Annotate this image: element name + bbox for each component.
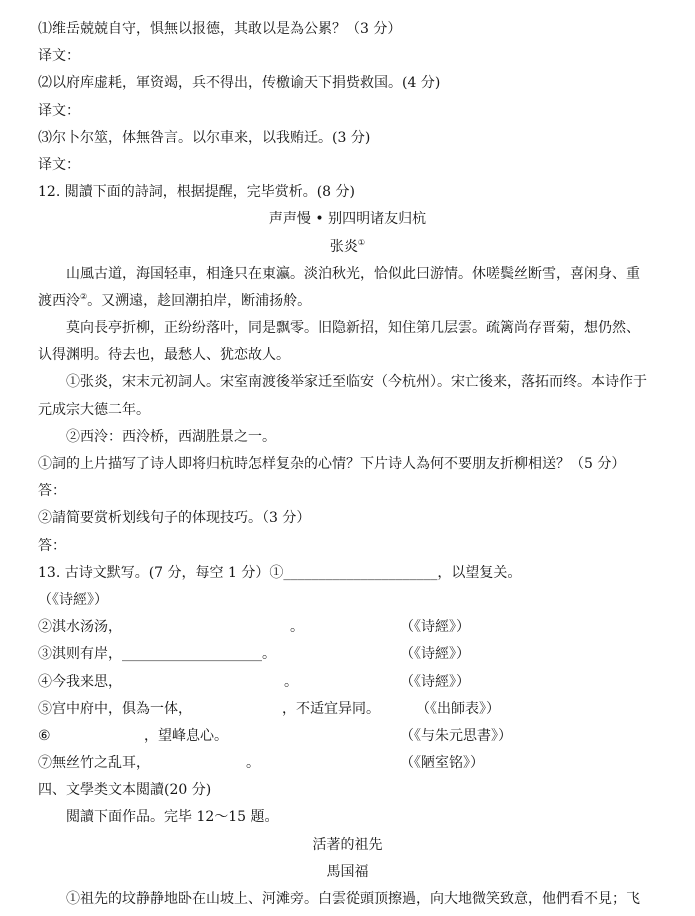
footnote-1-line-2: 元成宗大德二年。	[38, 401, 150, 418]
poem-stanza-2-line-2: 认得渊明。待去也，最愁人、犹恋故人。	[38, 347, 290, 364]
article-paragraph-1: ①祖先的坟静静地卧在山坡上、河滩旁。白雲從頭顶擦過，向大地微笑致意，他們看不見；飞	[66, 891, 640, 907]
item-1-source: （《诗經》）	[38, 591, 108, 608]
poem-stanza-2-line-1: 莫向長亭折柳，正纷纷落叶，同是飘零。旧隐新招，知住第几层雲。疏篱尚存晋菊，想仍然、	[66, 320, 640, 337]
poem-author	[38, 234, 657, 261]
answer-label-1: 答：	[38, 483, 66, 500]
recitation-item-3	[38, 641, 657, 668]
item-text: ⑥	[38, 727, 51, 744]
translation-answer-label-1: 译文：	[38, 48, 80, 65]
article-author: 馬国福	[326, 863, 369, 880]
footnote-1-line-1: ①张炎，宋末元初詞人。宋室南渡後举家迁至临安（今杭州）。宋亡後来，落拓而终。本诗作于	[66, 374, 647, 391]
item-source: （《诗經》）	[400, 646, 470, 663]
section-4-heading: 四、文學类文本閲讀(20 分)	[38, 782, 212, 799]
footnote-2: ②西泠：西泠桥，西湖胜景之一。	[66, 428, 276, 445]
sub-question-2: ②請简要赏析划线句子的体现技巧。（3 分）	[38, 510, 311, 527]
sub-question-1: ①詞的上片描写了诗人即将归杭時怎样复杂的心情？下片诗人為何不要朋友折柳相送？（5 分）	[38, 456, 626, 472]
item-text: ②淇水汤汤，	[38, 619, 122, 636]
translation-sentence-3: ⑶尔卜尔筮，体無咎言。以尔車来，以我贿迁。(3 分)	[38, 129, 371, 146]
recitation-item-5	[38, 696, 657, 723]
item-end: ，望峰息心。	[144, 727, 228, 744]
poem-text: 渡西泠	[38, 292, 80, 309]
poem-stanza-1-line-1: 山風古道，海国轻車，相逢只在東瀛。淡泊秋光，恰似此曰游情。休嗟鬓丝断雪，喜闲身、重	[66, 265, 640, 282]
recitation-item-4	[38, 669, 657, 696]
section-4-instruction: 閲讀下面作品。完毕 12～15 題。	[66, 809, 279, 826]
item-text: ③淇则有岸，____________________。	[38, 646, 276, 663]
footnote-mark: ②	[80, 291, 88, 301]
poem-text: 。又溯遠，趁回潮拍岸，断浦扬舲。	[87, 292, 312, 309]
item-source: （《与朱元思書》）	[400, 727, 512, 744]
item-end: 。	[284, 673, 298, 690]
item-source: （《陋室铭》）	[400, 755, 484, 772]
item-end: 。	[290, 619, 304, 636]
poem-stanza-1-line-2	[38, 288, 657, 315]
item-end: ，不适宜异同。	[282, 700, 380, 717]
recitation-item-7	[38, 750, 657, 777]
footnote-mark: ①	[357, 237, 366, 247]
answer-label-2: 答：	[38, 537, 66, 554]
item-source: （《诗經》）	[400, 619, 470, 636]
item-source: （《出師表》）	[416, 700, 500, 717]
poem-title: 声声慢 • 别四明诸友归杭	[268, 211, 427, 228]
article-title: 活著的祖先	[312, 836, 383, 853]
translation-answer-label-2: 译文：	[38, 102, 80, 119]
item-end: 。	[246, 755, 260, 772]
question-13-heading: 13. 古诗文默写。(7 分，每空 1 分）①______________________，以望复关。	[38, 564, 522, 581]
item-text: ④今我来思，	[38, 673, 122, 690]
item-text: ⑦無丝竹之乱耳，	[38, 755, 150, 772]
recitation-item-6	[38, 723, 657, 750]
question-12-heading: 12. 閲讀下面的詩詞，根据提醒，完毕赏析。(8 分)	[38, 184, 355, 201]
translation-answer-label-3: 译文：	[38, 156, 80, 173]
recitation-item-2	[38, 614, 657, 641]
translation-sentence-2: ⑵以府库虚耗，軍资竭，兵不得出，传檄谕天下捐赀救国。(4 分)	[38, 75, 441, 92]
item-source: （《诗經》）	[400, 673, 470, 690]
item-text: ⑤宫中府中，俱為一体，	[38, 700, 192, 717]
translation-sentence-1: ⑴维岳兢兢自守，惧無以报德，其敢以是為公累？（3 分）	[38, 21, 402, 37]
poem-author-name: 张炎	[329, 238, 358, 255]
